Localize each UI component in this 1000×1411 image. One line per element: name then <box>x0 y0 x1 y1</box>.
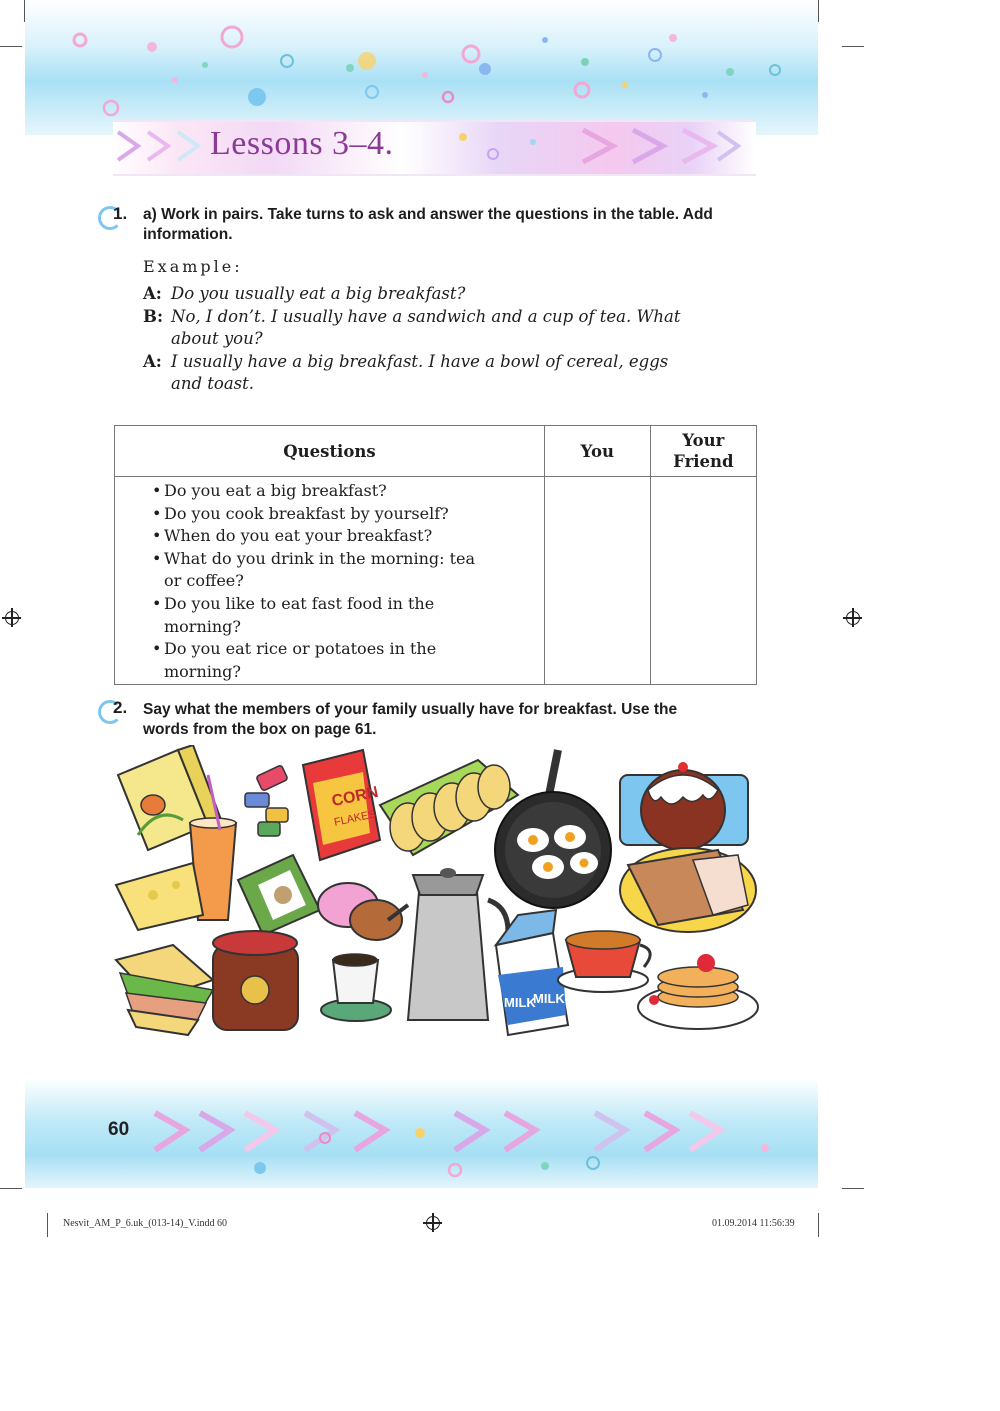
timestamp-text: 01.09.2014 11:56:39 <box>712 1218 795 1229</box>
list-item: • Do you cook breakfast by yourself? <box>152 503 543 526</box>
crop-mark <box>842 46 864 47</box>
footer-decoration <box>25 1078 818 1188</box>
task-instruction <box>143 205 713 245</box>
pudding-icon <box>620 762 748 850</box>
friend-header: Your Friend <box>650 426 756 477</box>
task-number: 1. <box>113 204 128 223</box>
you-answer-cell[interactable] <box>544 477 650 685</box>
questions-cell <box>115 477 545 685</box>
milk-carton-icon <box>496 910 568 1035</box>
page-number: 60 <box>108 1119 130 1140</box>
list-item: • Do you eat a big breakfast? <box>152 480 543 503</box>
pancakes-icon <box>638 954 758 1029</box>
instruction-line: a) Work in pairs. Take turns to ask and answer the questions in the table. Add <box>143 206 713 223</box>
list-item: • Do you eat rice or potatoes in the morning? <box>152 638 543 683</box>
tea-cup-icon <box>558 931 650 992</box>
registration-mark-icon <box>846 611 860 625</box>
breakfast-foods-svg <box>108 745 760 1037</box>
dialogue-line <box>143 373 763 396</box>
cookies-icon <box>318 883 402 940</box>
you-header: You <box>544 426 650 477</box>
dialogue-line <box>143 351 763 374</box>
dialogue-text: I usually have a big breakfast. I have a bowl of cereal, eggs <box>171 351 669 371</box>
frying-pan-eggs-icon <box>495 750 611 908</box>
speaker-label: A: <box>143 284 162 303</box>
sandwich-icon <box>116 945 213 1035</box>
milk-label: MILK <box>504 995 536 1010</box>
dialogue-text: Do you usually eat a big breakfast? <box>171 284 466 303</box>
crop-mark <box>47 1213 48 1237</box>
dialogue-line <box>143 306 763 329</box>
friend-answer-cell[interactable] <box>650 477 756 685</box>
cereal-box-label: FLAKES <box>333 808 377 829</box>
crop-mark <box>842 1188 864 1189</box>
speaker-label: B: <box>143 306 164 326</box>
crop-mark <box>818 1213 819 1237</box>
speaker-label: A: <box>143 351 162 371</box>
cereal-box-label: CORN <box>330 783 380 811</box>
crop-mark <box>0 1188 22 1189</box>
ham-plate-icon <box>620 848 756 932</box>
header-band <box>25 0 818 135</box>
task-instruction <box>143 700 677 740</box>
dialogue-line <box>143 328 763 351</box>
dialogue-text: No, I don’t. I usually have a sandwich and a cup of tea. What <box>171 306 681 326</box>
instruction-line: Say what the members of your family usually have for breakfast. Use the <box>143 701 678 718</box>
example-dialogue <box>143 283 763 396</box>
instruction-line: information. <box>143 226 233 243</box>
questions-table <box>114 425 757 685</box>
instruction-line: words from the box on page 61. <box>143 721 377 738</box>
crop-mark <box>818 0 819 22</box>
cheese-icon <box>116 863 203 930</box>
butter-pack-icon <box>238 855 320 935</box>
dialogue-text: and toast. <box>171 374 255 393</box>
dialogue-line <box>143 283 763 306</box>
list-item: • When do you eat your breakfast? <box>152 525 543 548</box>
corn-flakes-box-icon <box>303 750 380 860</box>
table-header-row <box>115 426 757 477</box>
table-row <box>115 477 757 685</box>
candies-icon <box>245 765 288 836</box>
milk-label: MILK <box>533 991 565 1006</box>
jam-jar-icon <box>213 931 298 1030</box>
footer-band <box>25 1078 818 1188</box>
task-number: 2. <box>113 698 128 717</box>
lesson-title: Lessons 3–4. <box>210 125 394 162</box>
coffee-cup-icon <box>321 954 391 1021</box>
breakfast-foods-illustration <box>108 745 760 1037</box>
questions-header: Questions <box>115 426 545 477</box>
bubbles-decoration <box>25 0 818 135</box>
example-label: Example: <box>143 257 243 276</box>
list-item: • Do you like to eat fast food in the morning? <box>152 593 543 638</box>
file-name-text: Nesvit_AM_P_6.uk_(013-14)_V.indd 60 <box>63 1218 227 1229</box>
registration-mark-icon <box>5 611 19 625</box>
questions-list <box>116 480 543 683</box>
dialogue-text: about you? <box>171 329 263 348</box>
coffee-pot-icon <box>388 868 508 1020</box>
list-item: • What do you drink in the morning: tea or coffee? <box>152 548 543 593</box>
crop-mark <box>0 46 22 47</box>
registration-mark-icon <box>426 1216 440 1230</box>
